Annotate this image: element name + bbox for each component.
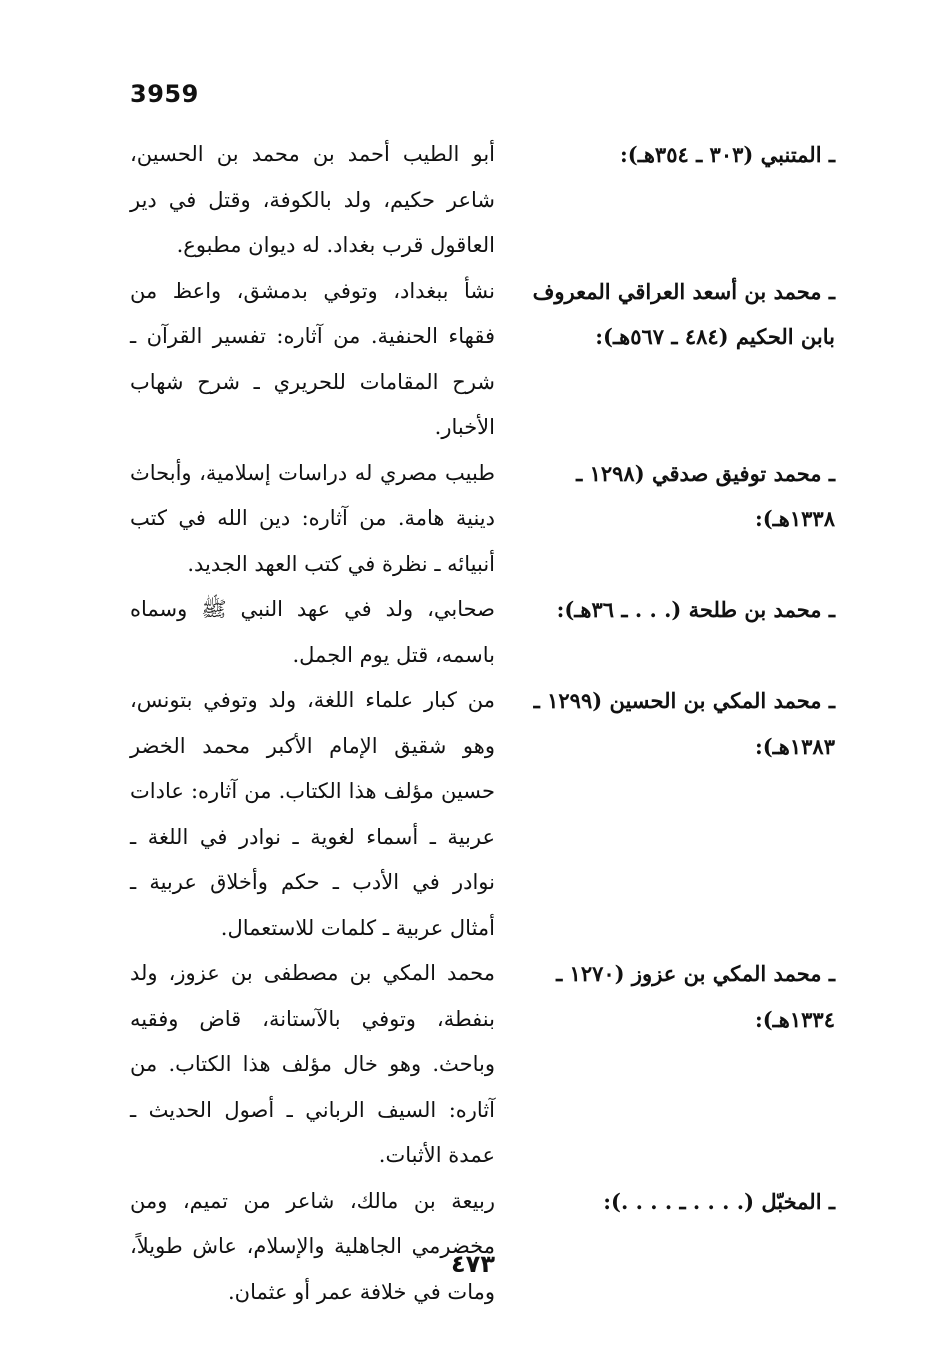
biography-entry bbox=[130, 1179, 835, 1316]
page-top-number: 3959 bbox=[130, 80, 199, 108]
biography-entry bbox=[130, 678, 835, 951]
entry-name: ـ محمد بن أسعد العراقي المعروف بابن الحكيم (٤٨٤ ـ ٥٦٧هـ): bbox=[532, 278, 835, 349]
biography-entry bbox=[130, 132, 835, 269]
entry-name: ـ محمد بن طلحة (. . . ـ ٣٦هـ): bbox=[556, 597, 835, 622]
entry-name: ـ محمد توفيق صدقي (١٢٩٨ ـ ١٣٣٨هـ): bbox=[576, 460, 835, 531]
entry-description: نشأ ببغداد، وتوفي بدمشق، واعظ من فقهاء الحنفية. من آثاره: تفسير القرآن ـ شرح المقامات للحريري ـ شرح شهاب الأخبار. bbox=[130, 278, 495, 439]
entry-name: ـ المخبّل (. . . . ـ . . . .): bbox=[603, 1188, 835, 1214]
entry-name: ـ محمد المكي بن عزوز (١٢٧٠ ـ ١٣٣٤هـ): bbox=[556, 961, 835, 1032]
biography-entry bbox=[130, 951, 835, 1179]
entry-description: من كبار علماء اللغة، ولد وتوفي بتونس، وهو شقيق الإمام الأكبر محمد الخضر حسين مؤلف هذا الكتاب. من آثاره: عادات عربية ـ أسماء لغوية ـ نوادر في اللغة ـ نوادر في الأدب ـ حكم وأخلاق عربية ـ أمثال عربية ـ كلمات للاستعمال. bbox=[130, 688, 495, 940]
entry-name: ـ محمد المكي بن الحسين (١٢٩٩ ـ ١٣٨٣هـ): bbox=[533, 688, 835, 759]
biography-entry bbox=[130, 269, 835, 451]
biography-list bbox=[130, 132, 835, 1315]
entry-name: ـ المتنبي (٣٠٣ ـ ٣٥٤هـ): bbox=[620, 142, 835, 167]
biography-entry bbox=[130, 587, 835, 678]
entry-description: محمد المكي بن مصطفى بن عزوز، ولد بنفطة، وتوفي بالآستانة، قاض وفقيه وباحث. وهو خال مؤلف هذا الكتاب. من آثاره: السيف الرباني ـ أصول الحديث ـ عمدة الأثبات. bbox=[130, 961, 495, 1167]
entry-description: صحابي، ولد في عهد النبي ﷺ وسماه باسمه، قتل يوم الجمل. bbox=[130, 597, 495, 667]
page-bottom-number: ٤٧٣ bbox=[451, 1250, 495, 1278]
entry-description: ربيعة بن مالك، شاعر من تميم، ومن مخضرمي الجاهلية والإسلام، عاش طويلاً، ومات في خلافة عمر أو عثمان. bbox=[130, 1188, 495, 1304]
entry-description: أبو الطيب أحمد بن محمد بن الحسين، شاعر حكيم، ولد بالكوفة، وقتل في دير العاقول قرب بغداد. له ديوان مطبوع. bbox=[130, 142, 495, 257]
entry-description: طبيب مصري له دراسات إسلامية، وأبحاث دينية هامة. من آثاره: دين الله في كتب أنبيائه ـ نظرة في كتب العهد الجديد. bbox=[130, 460, 495, 576]
biography-entry bbox=[130, 451, 835, 588]
